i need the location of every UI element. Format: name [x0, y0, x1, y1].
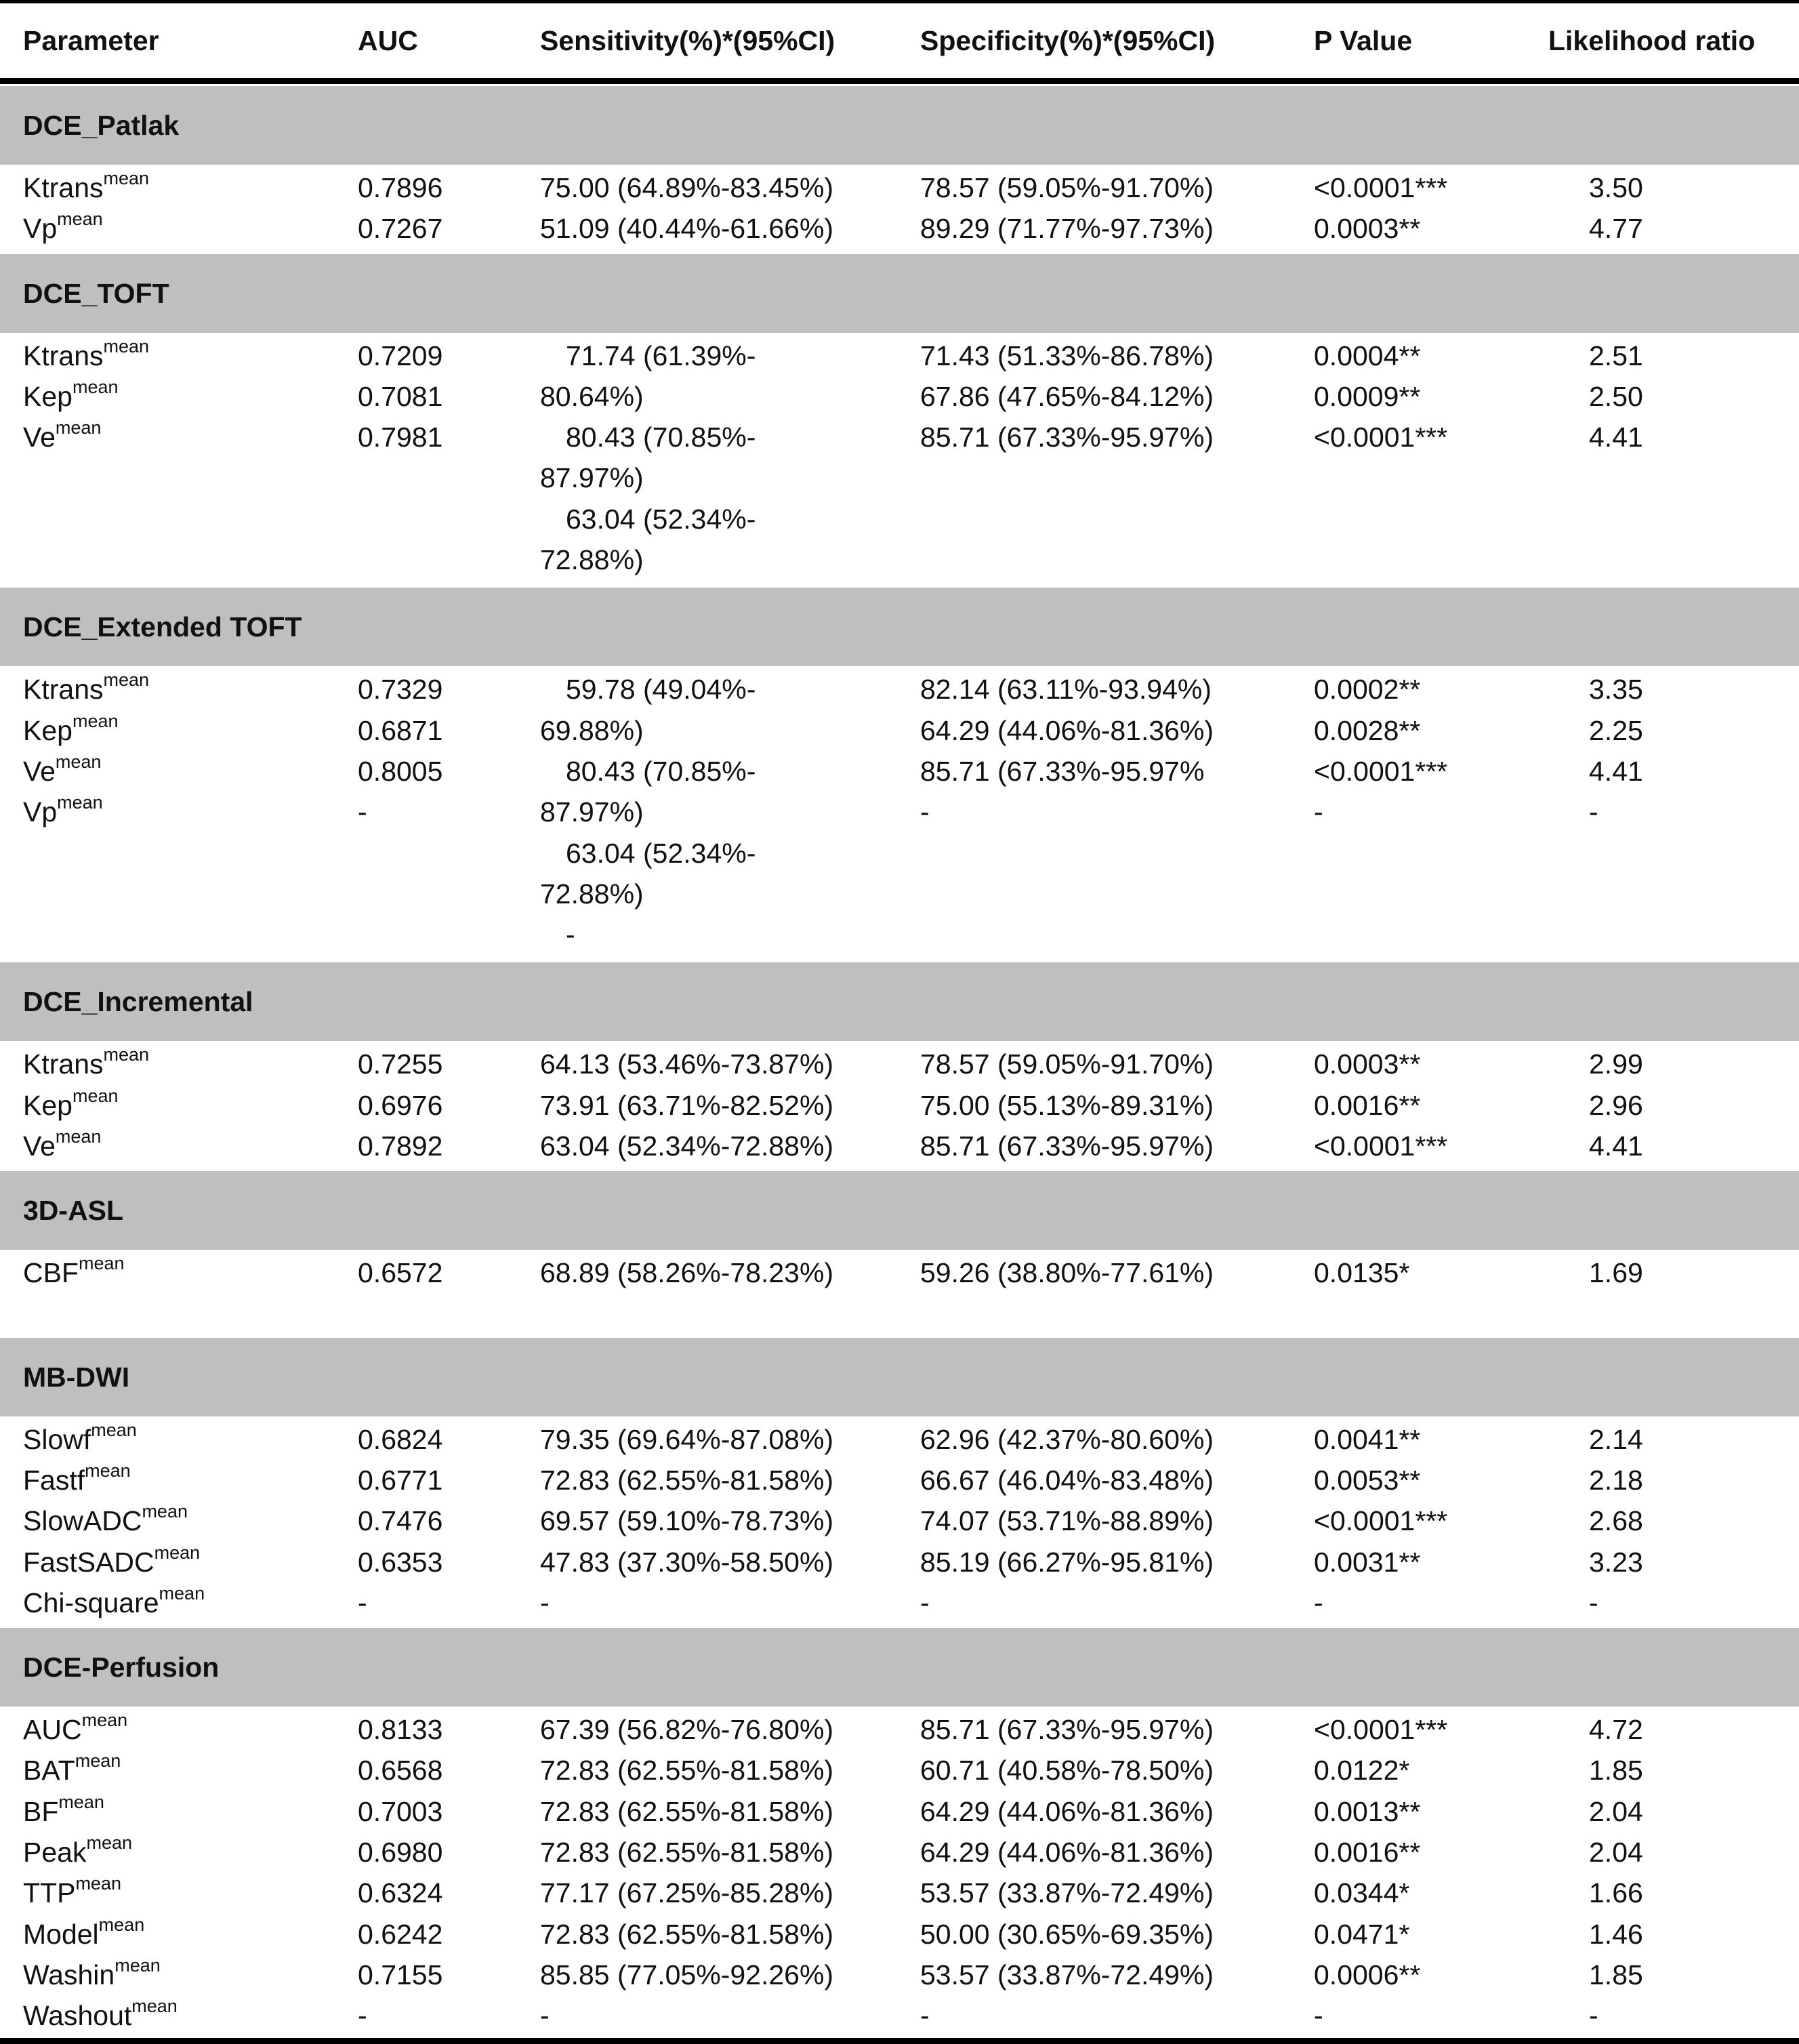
table-row: [0, 1542, 1799, 1582]
parameter-name: BAT: [23, 1755, 75, 1786]
likelihood-ratio-cell: 3.35: [1589, 674, 1643, 706]
header-likelihood-ratio: Likelihood ratio: [1548, 25, 1756, 56]
parameter-cell: [23, 710, 119, 751]
sensitivity-cell: 68.89 (58.26%-78.23%): [540, 1257, 834, 1289]
likelihood-ratio-cell: 3.23: [1589, 1546, 1643, 1578]
specificity-cell: 53.57 (33.87%-72.49%): [920, 1877, 1214, 1909]
group-header: [0, 1171, 1799, 1250]
table-row: [0, 1709, 1799, 1750]
group-header: [0, 1338, 1799, 1416]
group-header: [0, 962, 1799, 1041]
likelihood-ratio-cell: 1.85: [1589, 1959, 1643, 1990]
parameter-name: Peak: [23, 1837, 87, 1868]
table-row: [0, 335, 1799, 376]
parameter-name: Ktrans: [23, 1048, 104, 1080]
parameter-name: Ve: [23, 1130, 56, 1162]
parameter-name: Slowf: [23, 1423, 91, 1455]
auc-cell: 0.6242: [358, 1918, 443, 1950]
group-title: DCE_Patlak: [23, 110, 180, 141]
parameter-superscript: mean: [142, 1501, 188, 1522]
specificity-cell: 64.29 (44.06%-81.36%): [920, 1795, 1214, 1827]
parameter-name: SlowADC: [23, 1505, 142, 1537]
header-auc: AUC: [358, 25, 418, 56]
sensitivity-cell: -: [540, 2000, 550, 2032]
parameter-superscript: mean: [57, 792, 103, 813]
table-row: [0, 1750, 1799, 1791]
parameter-superscript: mean: [131, 1996, 178, 2017]
likelihood-ratio-cell: 1.85: [1589, 1755, 1643, 1786]
likelihood-ratio-cell: 2.99: [1589, 1048, 1643, 1080]
p-value-cell: 0.0135*: [1314, 1257, 1410, 1289]
likelihood-ratio-cell: 2.50: [1589, 380, 1643, 412]
header-p-value: P Value: [1314, 25, 1413, 56]
specificity-cell: 75.00 (55.13%-89.31%): [920, 1089, 1214, 1121]
parameter-superscript: mean: [72, 1085, 119, 1106]
auc-cell: 0.7255: [358, 1048, 443, 1080]
parameter-superscript: mean: [103, 670, 150, 691]
parameter-name: BF: [23, 1795, 59, 1827]
parameter-superscript: mean: [159, 1582, 205, 1603]
parameter-name: Kep: [23, 714, 73, 746]
table-row: [0, 1500, 1799, 1541]
sensitivity-cell: 77.17 (67.25%-85.28%): [540, 1877, 834, 1909]
auc-cell: 0.7476: [358, 1505, 443, 1537]
specificity-cell: 59.26 (38.80%-77.61%): [920, 1257, 1214, 1289]
group-body: [0, 1041, 1799, 1169]
parameter-superscript: mean: [72, 376, 119, 397]
likelihood-ratio-cell: 4.77: [1589, 213, 1643, 245]
auc-cell: 0.6568: [358, 1755, 443, 1786]
p-value-cell: 0.0122*: [1314, 1755, 1410, 1786]
parameter-superscript: mean: [57, 209, 103, 230]
group-title: DCE_TOFT: [23, 277, 169, 309]
parameter-cell: [23, 751, 101, 792]
parameter-name: Ve: [23, 422, 56, 453]
parameter-superscript: mean: [91, 1419, 137, 1440]
likelihood-ratio-cell: 4.41: [1589, 422, 1643, 453]
parameter-name: Ve: [23, 755, 56, 787]
parameter-superscript: mean: [55, 751, 102, 772]
p-value-cell: 0.0009**: [1314, 380, 1421, 412]
parameter-name: Vp: [23, 213, 58, 245]
header-parameter: Parameter: [23, 25, 159, 56]
specificity-cell: 82.14 (63.11%-93.94%): [920, 674, 1212, 706]
parameter-superscript: mean: [85, 1460, 131, 1481]
likelihood-ratio-cell: -: [1589, 796, 1598, 828]
table-row: [0, 710, 1799, 751]
p-value-cell: 0.0004**: [1314, 340, 1421, 371]
auc-cell: 0.7209: [358, 340, 443, 371]
specificity-cell: 85.19 (66.27%-95.81%): [920, 1546, 1214, 1578]
parameter-cell: [23, 1832, 132, 1873]
specificity-cell: 64.29 (44.06%-81.36%): [920, 714, 1214, 746]
parameter-superscript: mean: [86, 1833, 132, 1854]
parameter-cell: [23, 1750, 121, 1791]
parameter-superscript: mean: [103, 168, 150, 188]
group-title: 3D-ASL: [23, 1195, 124, 1227]
sensitivity-cell: 73.91 (63.71%-82.52%): [540, 1089, 834, 1121]
likelihood-ratio-cell: 4.41: [1589, 755, 1643, 787]
parameter-name: AUC: [23, 1714, 82, 1746]
parameter-cell: [23, 1873, 121, 1913]
auc-cell: 0.6980: [358, 1837, 443, 1868]
p-value-cell: 0.0028**: [1314, 714, 1421, 746]
table-row: [0, 376, 1799, 417]
table-row: [0, 1995, 1799, 2036]
parameter-cell: [23, 208, 103, 249]
likelihood-ratio-cell: 3.50: [1589, 172, 1643, 203]
sensitivity-cell: 63.04 (52.34%-72.88%): [540, 837, 756, 909]
parameter-cell: [23, 1500, 188, 1541]
specificity-cell: 71.43 (51.33%-86.78%): [920, 340, 1214, 371]
table-row: [0, 669, 1799, 710]
sensitivity-cell: 85.85 (77.05%-92.26%): [540, 1959, 834, 1990]
likelihood-ratio-cell: -: [1589, 2000, 1598, 2032]
p-value-cell: 0.0002**: [1314, 674, 1421, 706]
parameter-cell: [23, 1419, 137, 1460]
p-value-cell: <0.0001***: [1314, 1714, 1448, 1746]
sensitivity-cell: 80.43 (70.85%-87.97%): [540, 755, 756, 828]
sensitivity-column: [540, 669, 825, 955]
parameter-superscript: mean: [81, 1710, 128, 1731]
auc-cell: 0.6824: [358, 1423, 443, 1455]
table-row: [0, 167, 1799, 208]
specificity-cell: 64.29 (44.06%-81.36%): [920, 1837, 1214, 1868]
auc-cell: 0.7003: [358, 1795, 443, 1827]
specificity-cell: 85.71 (67.33%-95.97%): [920, 1714, 1214, 1746]
specificity-cell: 74.07 (53.71%-88.89%): [920, 1505, 1214, 1537]
sensitivity-cell: 63.04 (52.34%-72.88%): [540, 1130, 834, 1162]
specificity-cell: 66.67 (46.04%-83.48%): [920, 1464, 1214, 1496]
parameter-cell: [23, 1709, 127, 1750]
table-body: [0, 86, 1799, 2038]
auc-cell: 0.7081: [358, 380, 443, 412]
p-value-cell: 0.0016**: [1314, 1089, 1421, 1121]
likelihood-ratio-cell: 1.69: [1589, 1257, 1643, 1289]
specificity-cell: 85.71 (67.33%-95.97%): [920, 422, 1214, 453]
parameter-name: Washout: [23, 2000, 132, 2032]
parameter-cell: [23, 417, 101, 457]
table-row: [0, 1460, 1799, 1500]
p-value-cell: 0.0003**: [1314, 1048, 1421, 1080]
specificity-cell: 53.57 (33.87%-72.49%): [920, 1959, 1214, 1990]
group-header: [0, 254, 1799, 333]
table-row: [0, 1582, 1799, 1623]
specificity-cell: 78.57 (59.05%-91.70%): [920, 1048, 1214, 1080]
sensitivity-cell: 79.35 (69.64%-87.08%): [540, 1423, 834, 1455]
sensitivity-cell: 67.39 (56.82%-76.80%): [540, 1714, 834, 1746]
auc-cell: 0.7267: [358, 213, 443, 245]
group-title: DCE_Extended TOFT: [23, 611, 302, 643]
sensitivity-cell: 80.43 (70.85%-87.97%): [540, 422, 756, 494]
parameter-superscript: mean: [103, 335, 150, 356]
auc-cell: 0.7896: [358, 172, 443, 203]
auc-cell: 0.7892: [358, 1130, 443, 1162]
table-row: [0, 1085, 1799, 1126]
p-value-cell: 0.0041**: [1314, 1423, 1421, 1455]
header-rule: [0, 78, 1799, 84]
parameter-cell: [23, 1044, 149, 1084]
parameter-name: TTP: [23, 1877, 76, 1909]
parameter-name: CBF: [23, 1257, 79, 1289]
parameter-superscript: mean: [103, 1044, 150, 1065]
p-value-cell: <0.0001***: [1314, 1130, 1448, 1162]
table-row: [0, 1126, 1799, 1166]
sensitivity-cell: 72.83 (62.55%-81.58%): [540, 1755, 834, 1786]
parameter-name: Kep: [23, 380, 73, 412]
parameter-name: Ktrans: [23, 340, 104, 371]
auc-cell: 0.6976: [358, 1089, 443, 1121]
sensitivity-cell: 71.74 (61.39%-80.64%): [540, 340, 756, 412]
group-body: [0, 1416, 1799, 1626]
group-title: MB-DWI: [23, 1361, 130, 1393]
sensitivity-column: [540, 335, 825, 581]
likelihood-ratio-cell: 2.04: [1589, 1795, 1643, 1827]
table-row: [0, 1955, 1799, 1995]
likelihood-ratio-cell: 2.51: [1589, 340, 1643, 371]
auc-cell: -: [358, 796, 367, 828]
likelihood-ratio-cell: 2.96: [1589, 1089, 1643, 1121]
sensitivity-cell: -: [540, 1587, 550, 1618]
group-body: [0, 666, 1799, 960]
group-body: [0, 165, 1799, 252]
parameter-superscript: mean: [79, 1253, 125, 1274]
table-row: [0, 1873, 1799, 1913]
specificity-cell: -: [920, 2000, 930, 2032]
table-row: [0, 1791, 1799, 1832]
table-row: [0, 792, 1799, 832]
group-title: DCE-Perfusion: [23, 1652, 220, 1683]
parameter-cell: [23, 1955, 161, 1995]
p-value-cell: <0.0001***: [1314, 172, 1448, 203]
p-value-cell: 0.0031**: [1314, 1546, 1421, 1578]
table-row: [0, 1419, 1799, 1460]
p-value-cell: -: [1314, 796, 1323, 828]
parameter-superscript: mean: [55, 1126, 102, 1147]
auc-cell: 0.8133: [358, 1714, 443, 1746]
parameter-superscript: mean: [75, 1873, 121, 1894]
specificity-cell: 85.71 (67.33%-95.97%: [920, 755, 1205, 787]
p-value-cell: <0.0001***: [1314, 422, 1448, 453]
parameter-name: Ktrans: [23, 674, 104, 706]
parameter-superscript: mean: [72, 710, 119, 731]
auc-cell: 0.6353: [358, 1546, 443, 1578]
sensitivity-cell: 72.83 (62.55%-81.58%): [540, 1837, 834, 1868]
specificity-cell: -: [920, 1587, 930, 1618]
sensitivity-cell: 72.83 (62.55%-81.58%): [540, 1918, 834, 1950]
parameter-superscript: mean: [115, 1955, 161, 1976]
likelihood-ratio-cell: 1.66: [1589, 1877, 1643, 1909]
specificity-cell: 67.86 (47.65%-84.12%): [920, 380, 1214, 412]
specificity-cell: -: [920, 796, 930, 828]
header-specificity: Specificity(%)*(95%CI): [920, 25, 1216, 56]
p-value-cell: 0.0344*: [1314, 1877, 1410, 1909]
group-body: [0, 1706, 1799, 2037]
parameter-superscript: mean: [154, 1542, 201, 1563]
parameter-name: Ktrans: [23, 172, 104, 203]
p-value-cell: <0.0001***: [1314, 755, 1448, 787]
likelihood-ratio-cell: 4.72: [1589, 1714, 1643, 1746]
group-header: [0, 1628, 1799, 1706]
likelihood-ratio-cell: 2.18: [1589, 1464, 1643, 1496]
table-row: [0, 208, 1799, 249]
parameter-cell: [23, 167, 149, 208]
sensitivity-cell: 75.00 (64.89%-83.45%): [540, 172, 834, 203]
parameter-cell: [23, 1252, 125, 1293]
auc-cell: -: [358, 2000, 367, 2032]
likelihood-ratio-cell: 2.14: [1589, 1423, 1643, 1455]
table-header: [0, 3, 1799, 78]
parameter-name: Kep: [23, 1089, 73, 1121]
parameter-name: Fastf: [23, 1464, 85, 1496]
specificity-cell: 89.29 (71.77%-97.73%): [920, 213, 1214, 245]
p-value-cell: 0.0006**: [1314, 1959, 1421, 1990]
table-row: [0, 751, 1799, 792]
parameter-cell: [23, 1914, 144, 1955]
parameter-cell: [23, 669, 149, 710]
parameter-name: Chi-square: [23, 1587, 159, 1618]
specificity-cell: 85.71 (67.33%-95.97%): [920, 1130, 1214, 1162]
table-row: [0, 1044, 1799, 1084]
p-value-cell: <0.0001***: [1314, 1505, 1448, 1537]
p-value-cell: 0.0003**: [1314, 213, 1421, 245]
header-sensitivity: Sensitivity(%)*(95%CI): [540, 25, 835, 56]
parameter-name: FastSADC: [23, 1546, 154, 1578]
parameter-superscript: mean: [98, 1914, 145, 1935]
table-row: [0, 1252, 1799, 1293]
bottom-rule: [0, 2038, 1799, 2044]
auc-cell: 0.7981: [358, 422, 443, 453]
sensitivity-cell: 47.83 (37.30%-58.50%): [540, 1546, 834, 1578]
parameter-cell: [23, 1542, 200, 1582]
parameter-name: Model: [23, 1918, 99, 1950]
parameter-superscript: mean: [58, 1791, 104, 1812]
specificity-cell: 78.57 (59.05%-91.70%): [920, 172, 1214, 203]
table-row: [0, 1832, 1799, 1873]
specificity-cell: 62.96 (42.37%-80.60%): [920, 1423, 1214, 1455]
auc-cell: 0.6572: [358, 1257, 443, 1289]
auc-cell: 0.7329: [358, 674, 443, 706]
likelihood-ratio-cell: 1.46: [1589, 1918, 1643, 1950]
p-value-cell: 0.0013**: [1314, 1795, 1421, 1827]
auc-cell: -: [358, 1587, 367, 1618]
auc-cell: 0.7155: [358, 1959, 443, 1990]
parameter-cell: [23, 1791, 104, 1832]
parameter-name: Washin: [23, 1959, 115, 1990]
sensitivity-cell: 72.83 (62.55%-81.58%): [540, 1464, 834, 1496]
parameter-cell: [23, 1995, 178, 2036]
p-value-cell: 0.0471*: [1314, 1918, 1410, 1950]
table-row: [0, 1914, 1799, 1955]
auc-cell: 0.6324: [358, 1877, 443, 1909]
parameter-cell: [23, 792, 103, 832]
sensitivity-cell: 72.83 (62.55%-81.58%): [540, 1795, 834, 1827]
parameter-name: Vp: [23, 796, 58, 828]
parameter-superscript: mean: [55, 417, 102, 438]
table-row: [0, 417, 1799, 457]
sensitivity-cell: 64.13 (53.46%-73.87%): [540, 1048, 834, 1080]
likelihood-ratio-cell: 2.04: [1589, 1837, 1643, 1868]
parameter-superscript: mean: [75, 1751, 121, 1772]
p-value-cell: 0.0053**: [1314, 1464, 1421, 1496]
sensitivity-cell: 69.57 (59.10%-78.73%): [540, 1505, 834, 1537]
auc-cell: 0.6771: [358, 1464, 443, 1496]
auc-cell: 0.8005: [358, 755, 443, 787]
parameter-cell: [23, 335, 149, 376]
likelihood-ratio-cell: 2.68: [1589, 1505, 1643, 1537]
group-header: [0, 86, 1799, 165]
likelihood-ratio-cell: -: [1589, 1587, 1598, 1618]
group-body: [0, 1250, 1799, 1335]
likelihood-ratio-cell: 2.25: [1589, 714, 1643, 746]
p-value-cell: -: [1314, 2000, 1323, 2032]
group-body: [0, 333, 1799, 586]
sensitivity-cell: 51.09 (40.44%-61.66%): [540, 213, 834, 245]
group-header: [0, 588, 1799, 666]
p-value-cell: 0.0016**: [1314, 1837, 1421, 1868]
p-value-cell: -: [1314, 1587, 1323, 1618]
parameter-cell: [23, 1582, 205, 1623]
parameter-cell: [23, 1085, 119, 1126]
sensitivity-cell: 63.04 (52.34%-72.88%): [540, 503, 756, 576]
specificity-cell: 60.71 (40.58%-78.50%): [920, 1755, 1214, 1786]
parameter-cell: [23, 376, 119, 417]
group-title: DCE_Incremental: [23, 986, 253, 1018]
auc-cell: 0.6871: [358, 714, 443, 746]
likelihood-ratio-cell: 4.41: [1589, 1130, 1643, 1162]
parameter-cell: [23, 1460, 131, 1500]
specificity-cell: 50.00 (30.65%-69.35%): [920, 1918, 1214, 1950]
sensitivity-cell: 59.78 (49.04%-69.88%): [540, 674, 756, 746]
parameter-cell: [23, 1126, 101, 1166]
sensitivity-cell: -: [566, 919, 575, 951]
